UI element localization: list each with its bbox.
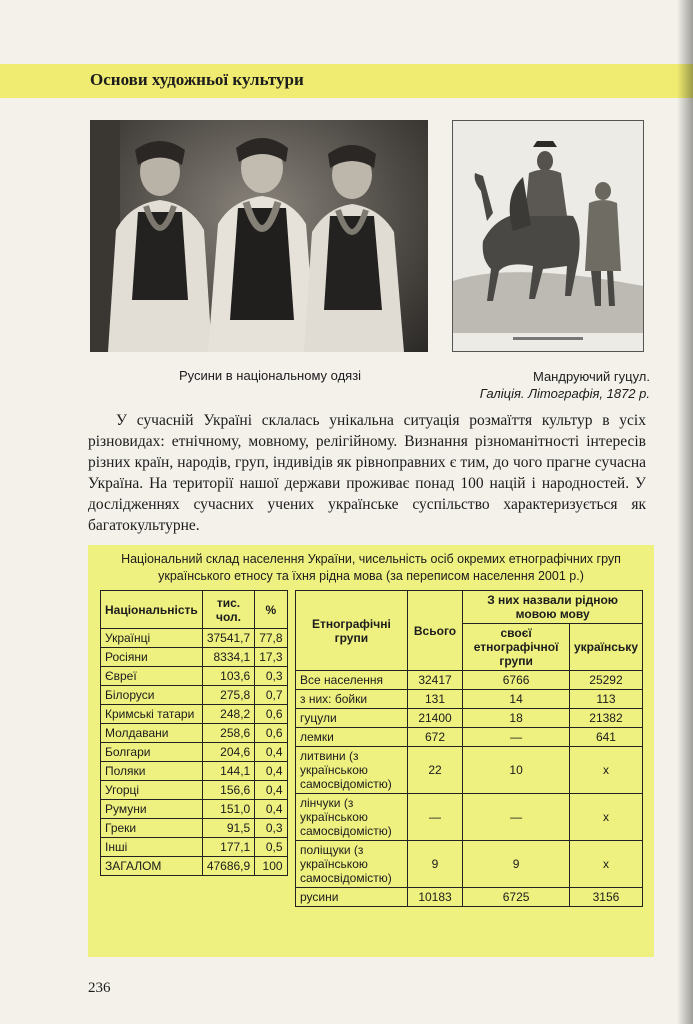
photo-caption: Русини в національному одязі (178, 368, 362, 383)
lithograph-caption-line2: Галіція. Літографія, 1872 р. (479, 386, 650, 401)
table-cell: 8334,1 (202, 648, 254, 667)
table-cell: 47686,9 (202, 857, 254, 876)
table-cell: х (569, 841, 642, 888)
table-cell: 641 (569, 728, 642, 747)
table-row (296, 709, 643, 728)
table-cell: 258,6 (202, 724, 254, 743)
table-cell: 0,5 (255, 838, 287, 857)
table-cell: 14 (463, 690, 570, 709)
table-cell: 0,7 (255, 686, 287, 705)
table-cell: — (463, 794, 570, 841)
col-header-percent: % (255, 591, 287, 629)
col-header-nationality: Національність (101, 591, 203, 629)
table-cell: 248,2 (202, 705, 254, 724)
table-cell: поліщуки (з українською самосвідомістю) (296, 841, 408, 888)
table-cell: 0,3 (255, 667, 287, 686)
body-paragraph-container (88, 410, 646, 536)
col-header-group: Етнографічні групи (296, 591, 408, 671)
table-cell: 672 (407, 728, 463, 747)
page-number: 236 (88, 980, 111, 996)
table-cell: 0,4 (255, 781, 287, 800)
table-cell: лінчуки (з українською самосвідомістю) (296, 794, 408, 841)
table-cell: русини (296, 888, 408, 907)
table-cell: литвини (з українською самосвідомістю) (296, 747, 408, 794)
table-row (296, 888, 643, 907)
photo-figures-icon (90, 120, 428, 352)
table-header-row (296, 591, 643, 624)
table-header-row (101, 591, 288, 629)
col-header-native: З них назвали рідною мовою мову (463, 591, 643, 624)
table-row (296, 671, 643, 690)
table-cell: 0,4 (255, 762, 287, 781)
table-cell: Греки (101, 819, 203, 838)
lithograph-caption-line1: Мандруючий гуцул. (532, 369, 650, 384)
table-cell: 6725 (463, 888, 570, 907)
ethnographic-table-body (296, 671, 643, 907)
table-cell: 275,8 (202, 686, 254, 705)
table-cell: 103,6 (202, 667, 254, 686)
table-cell: 17,3 (255, 648, 287, 667)
table-row (296, 794, 643, 841)
table-cell: лемки (296, 728, 408, 747)
table-cell: 100 (255, 857, 287, 876)
table-cell: з них: бойки (296, 690, 408, 709)
table-cell: 0,4 (255, 743, 287, 762)
table-cell: Поляки (101, 762, 203, 781)
table-row (101, 857, 288, 876)
table-cell: 0,4 (255, 800, 287, 819)
table-cell: — (463, 728, 570, 747)
table-cell: 3156 (569, 888, 642, 907)
table-row (101, 743, 288, 762)
nationalities-table (100, 590, 288, 876)
table-cell: Молдавани (101, 724, 203, 743)
table-cell: 9 (407, 841, 463, 888)
table-title: Національний склад населення України, чисельність осіб окремих етнографічних груп українського етносу та їхня рідна мова (за переписом населення 2001 р.) (121, 552, 621, 583)
nationalities-table-body (101, 629, 288, 876)
table-cell: 0,6 (255, 705, 287, 724)
table-cell: 37541,7 (202, 629, 254, 648)
table-cell: ЗАГАЛОМ (101, 857, 203, 876)
lithograph-hutsul (452, 120, 644, 352)
table-cell: Інші (101, 838, 203, 857)
table-row (101, 648, 288, 667)
photo-russyny (90, 120, 428, 352)
table-cell: 18 (463, 709, 570, 728)
table-row (296, 841, 643, 888)
table-row (101, 667, 288, 686)
table-cell: 9 (463, 841, 570, 888)
table-cell: 144,1 (202, 762, 254, 781)
table-cell: 91,5 (202, 819, 254, 838)
table-cell: 77,8 (255, 629, 287, 648)
table-cell: 177,1 (202, 838, 254, 857)
col-header-total: Всього (407, 591, 463, 671)
table-cell: 0,3 (255, 819, 287, 838)
table-row (101, 705, 288, 724)
table-cell: 25292 (569, 671, 642, 690)
table-row (101, 762, 288, 781)
table-cell: 151,0 (202, 800, 254, 819)
col-header-ukrainian: українську (569, 624, 642, 671)
table-cell: гуцули (296, 709, 408, 728)
col-header-thousands: тис. чол. (202, 591, 254, 629)
table-row (101, 629, 288, 648)
ethnographic-table (295, 590, 643, 907)
table-cell: 204,6 (202, 743, 254, 762)
table-row (101, 781, 288, 800)
table-cell: 22 (407, 747, 463, 794)
table-cell: Українці (101, 629, 203, 648)
table-row (296, 690, 643, 709)
table-cell: 21400 (407, 709, 463, 728)
lithograph-horse-rider-icon (453, 121, 643, 351)
table-cell: Болгари (101, 743, 203, 762)
table-cell: Кримські татари (101, 705, 203, 724)
table-cell: 10 (463, 747, 570, 794)
table-cell: х (569, 747, 642, 794)
table-cell: 0,6 (255, 724, 287, 743)
col-header-own: своєї етнографічної групи (463, 624, 570, 671)
table-cell: 131 (407, 690, 463, 709)
table-row (296, 728, 643, 747)
table-cell: 21382 (569, 709, 642, 728)
table-cell: — (407, 794, 463, 841)
body-paragraph: У сучасній Україні склалась унікальна ситуація розмаїття культур в усіх різновидах: етнічному, мовному, релігійному. Визнання різноманітності інтересів різних країн, народів, груп, індивідів як рівноправних є тим, до чого прагне сучасна Україна. На території нашої держави проживає понад 100 націй і народностей. У дослідженнях сучасних учених українське суспільство характеризується як багатокультурне. (88, 412, 646, 534)
table-cell: Румуни (101, 800, 203, 819)
table-cell: 10183 (407, 888, 463, 907)
table-cell: 156,6 (202, 781, 254, 800)
table-cell: 6766 (463, 671, 570, 690)
table-cell: Угорці (101, 781, 203, 800)
table-cell: х (569, 794, 642, 841)
table-cell: Все населення (296, 671, 408, 690)
table-row (101, 686, 288, 705)
page-section-title: Основи художньої культури (90, 70, 304, 89)
table-row (101, 819, 288, 838)
table-row (101, 800, 288, 819)
table-cell: Росіяни (101, 648, 203, 667)
table-cell: Євреї (101, 667, 203, 686)
table-row (101, 724, 288, 743)
table-cell: 113 (569, 690, 642, 709)
table-cell: 32417 (407, 671, 463, 690)
table-row (101, 838, 288, 857)
page-edge-shadow (677, 0, 693, 1024)
table-row (296, 747, 643, 794)
lithograph-caption (440, 368, 650, 402)
table-cell: Білоруси (101, 686, 203, 705)
